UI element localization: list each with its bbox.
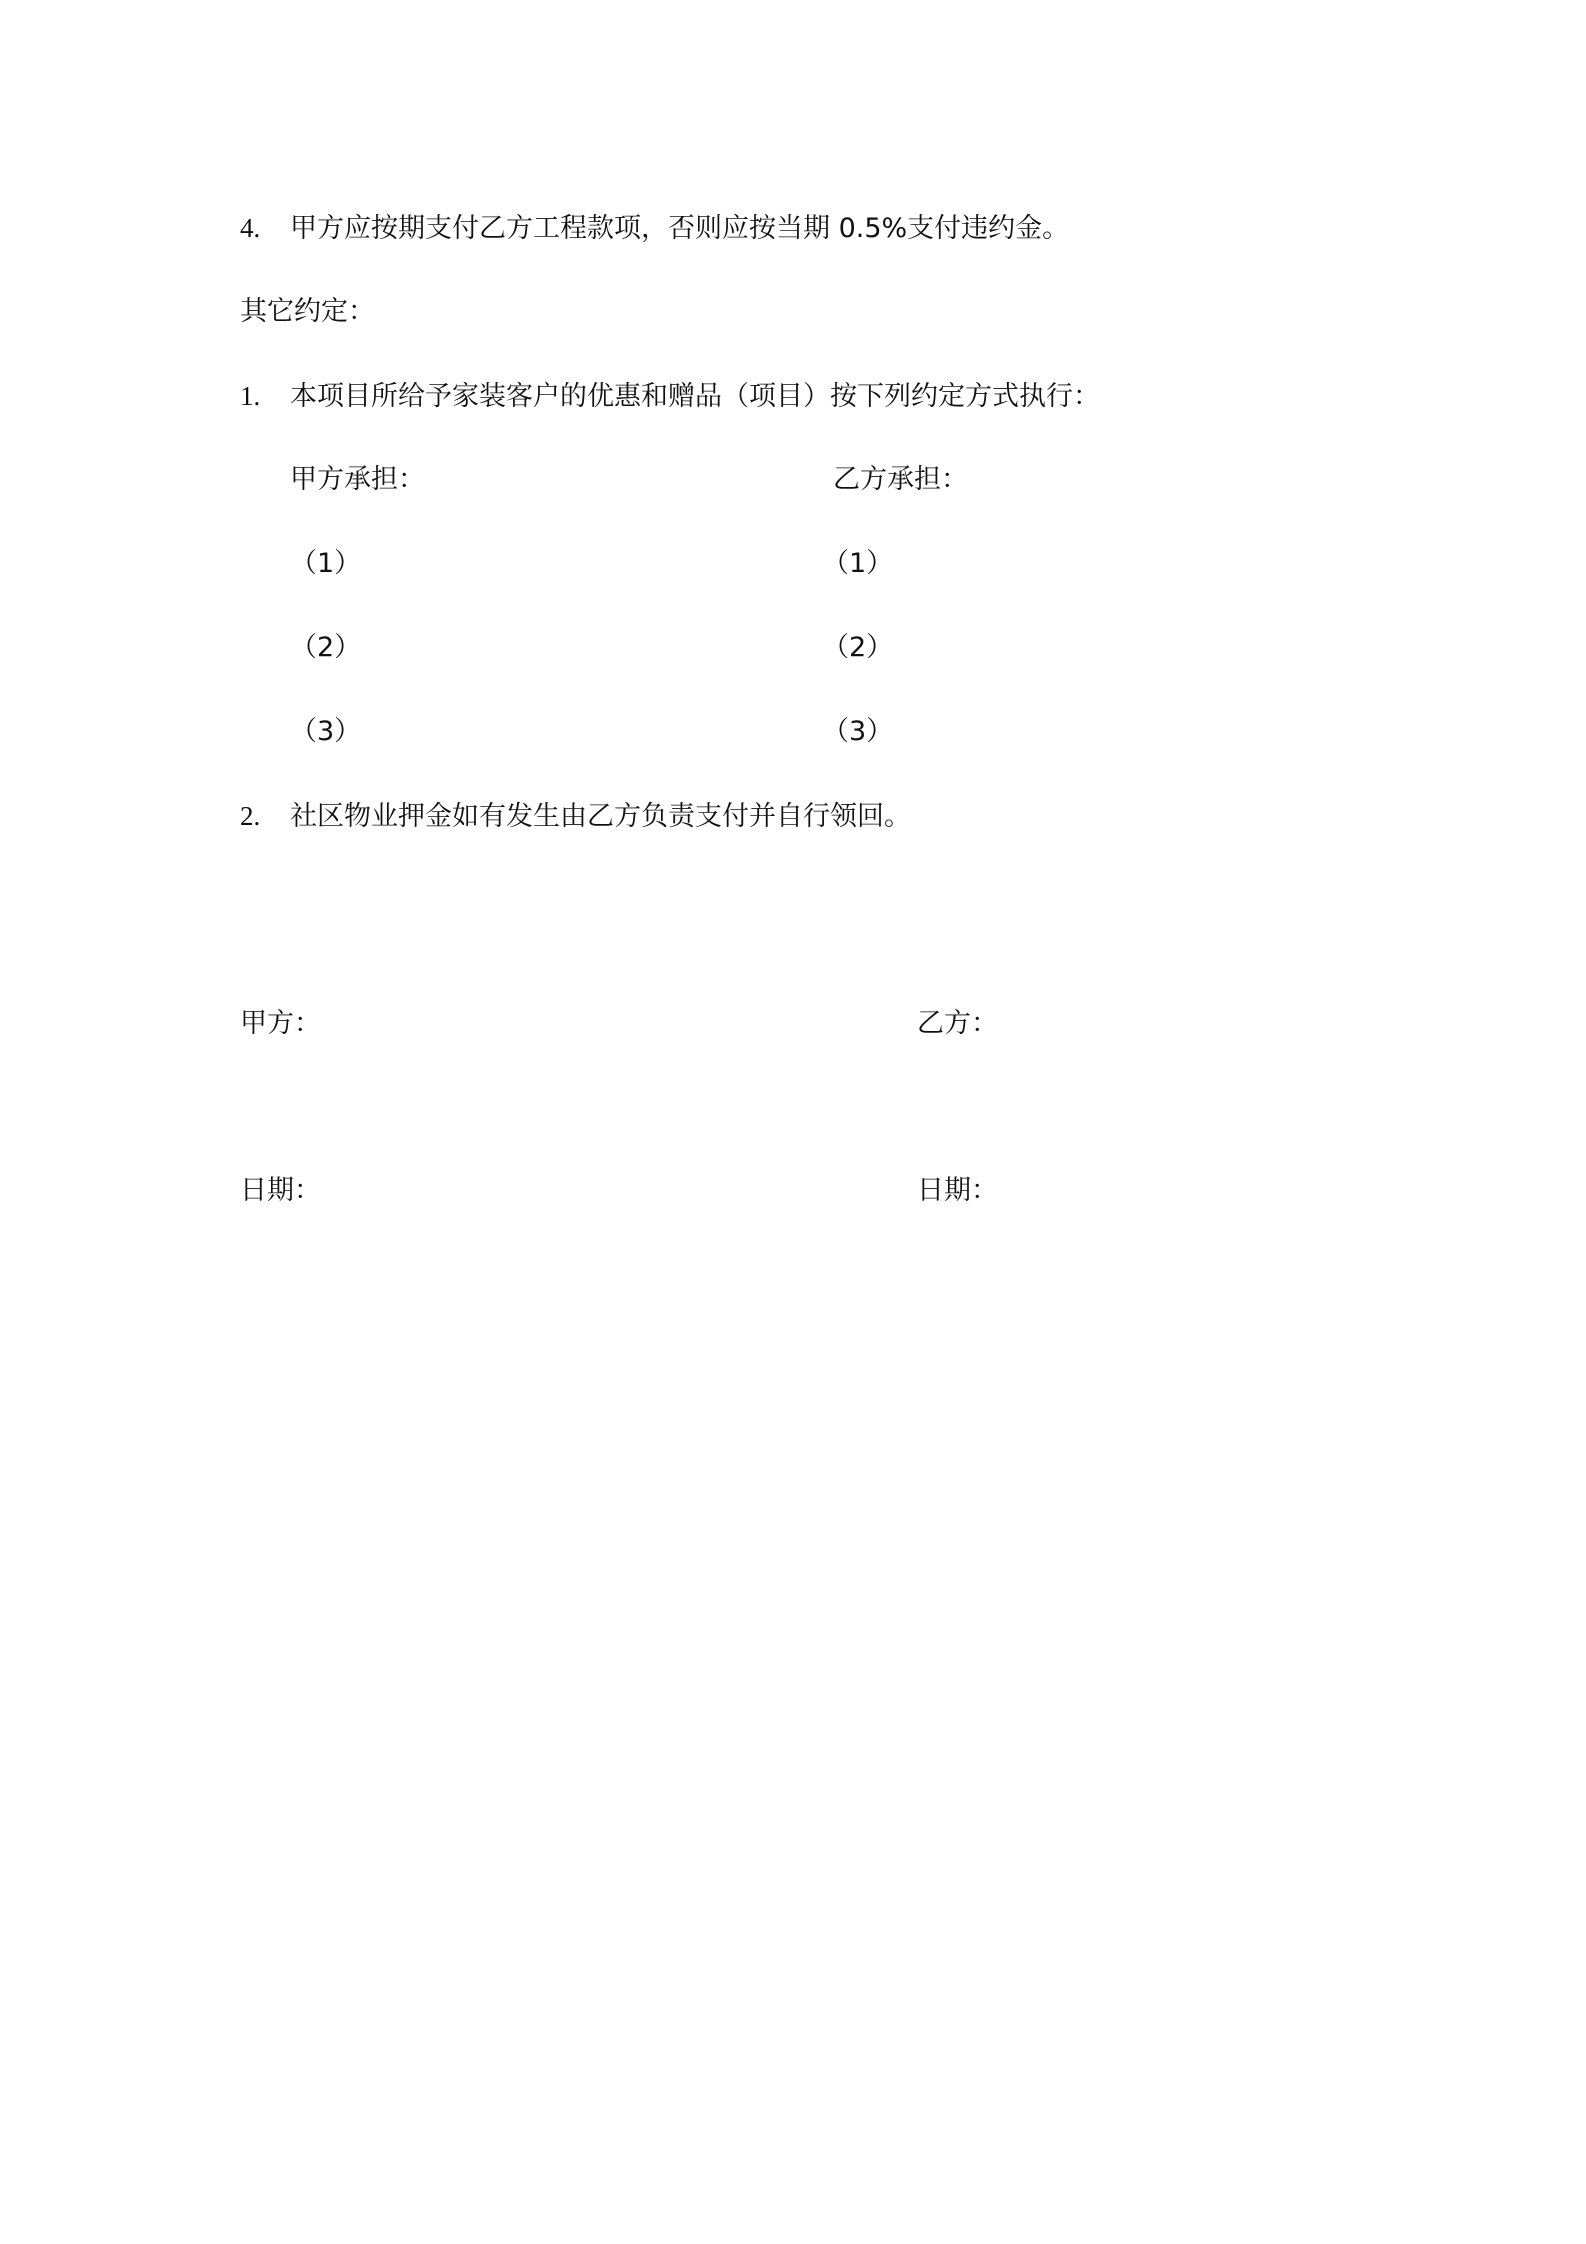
party-b-item-1: （1） (822, 548, 894, 579)
item-1-number: 1. (240, 381, 261, 411)
party-a-signature-label: 甲方： (240, 1008, 321, 1039)
clause-4-number: 4. (240, 213, 261, 243)
item-1 (240, 378, 1100, 415)
party-b-bears-label: 乙方承担： (833, 464, 968, 495)
item-2-text: 社区物业押金如有发生由乙方负责支付并自行领回。 (290, 801, 911, 832)
party-b-signature-label: 乙方： (917, 1008, 998, 1039)
party-b-item-3: （3） (822, 716, 894, 747)
other-agreements-heading: 其它约定： (240, 296, 375, 327)
party-a-bears-label: 甲方承担： (290, 464, 425, 495)
item-2 (240, 798, 911, 835)
clause-4 (240, 210, 1069, 247)
party-a-item-1: （1） (290, 548, 362, 579)
party-b-item-2: （2） (822, 632, 894, 663)
clause-4-text: 甲方应按期支付乙方工程款项，否则应按当期 0.5%支付违约金。 (290, 213, 1070, 244)
party-b-date-label: 日期： (917, 1175, 998, 1206)
item-1-text: 本项目所给予家装客户的优惠和赠品（项目）按下列约定方式执行： (290, 381, 1100, 412)
party-a-item-2: （2） (290, 632, 362, 663)
party-a-item-3: （3） (290, 716, 362, 747)
party-a-date-label: 日期： (240, 1175, 321, 1206)
item-2-number: 2. (240, 801, 261, 831)
